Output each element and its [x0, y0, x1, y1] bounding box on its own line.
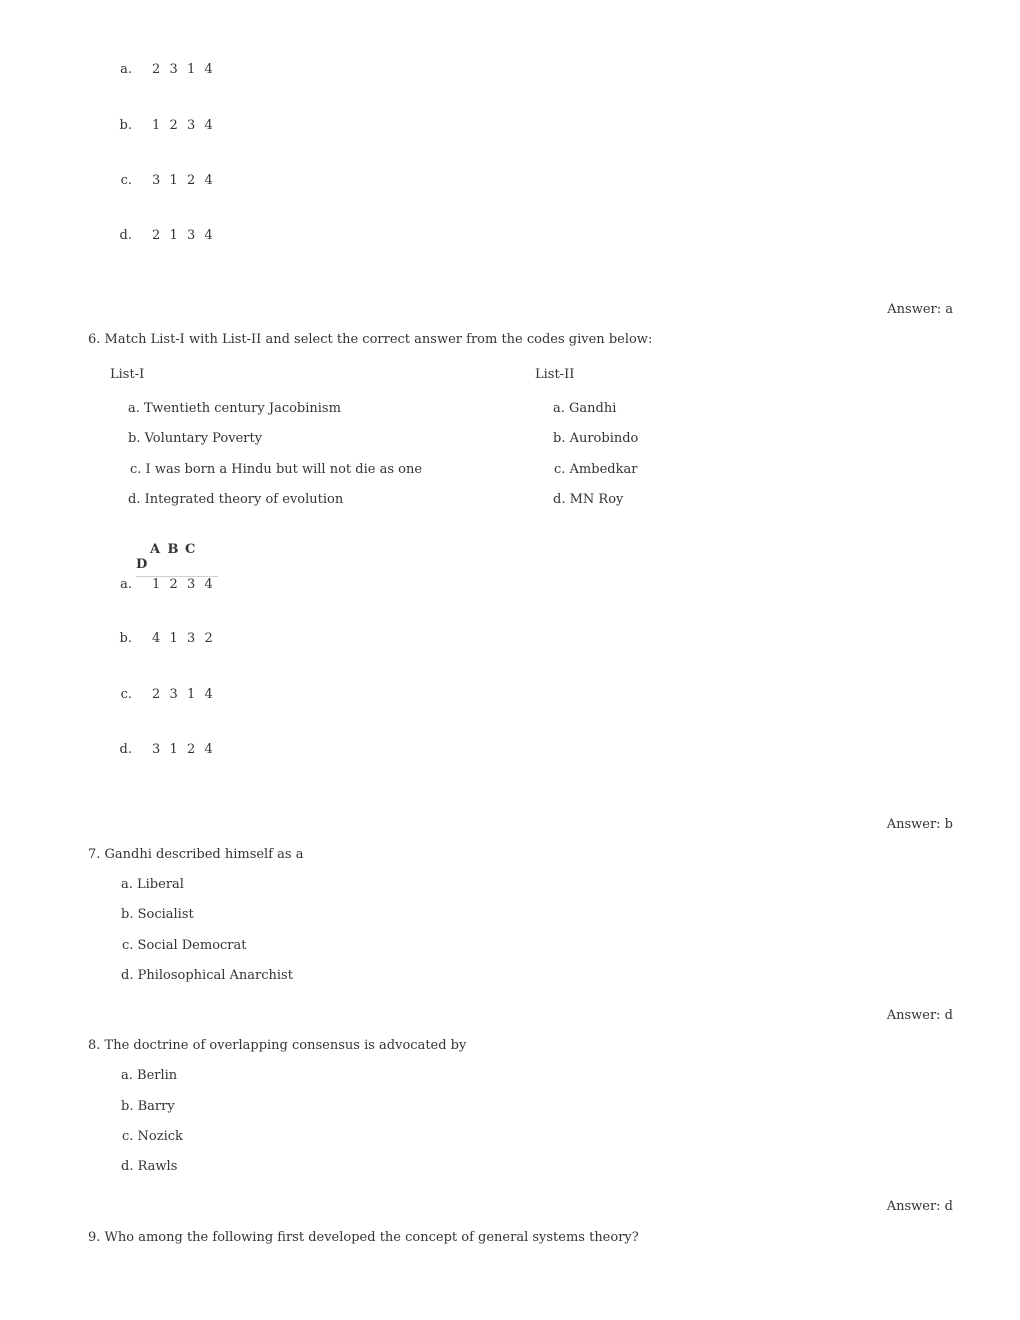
- list1-header: List-I: [110, 367, 145, 382]
- q8-question: 8. The doctrine of overlapping consensus is advocated by: [88, 1038, 467, 1053]
- q7-option: a. Liberal: [121, 877, 184, 892]
- code-header-row: [136, 542, 218, 577]
- q7-answer: Answer: d: [886, 1008, 953, 1023]
- option-codes: 3 1 2 4: [152, 173, 213, 188]
- option-label: d.: [119, 228, 132, 243]
- option-codes: 4 1 3 2: [152, 631, 213, 646]
- list1-item: c. I was born a Hindu but will not die as one: [130, 462, 423, 477]
- list2-item: d. MN Roy: [553, 492, 624, 507]
- q5-answer: Answer: a: [887, 302, 953, 317]
- q7-question: 7. Gandhi described himself as a: [88, 847, 304, 862]
- list1-item: a. Twentieth century Jacobinism: [128, 401, 341, 416]
- option-codes: 2 3 1 4: [152, 62, 213, 77]
- q8-option: b. Barry: [121, 1099, 175, 1114]
- q6-answer: Answer: b: [886, 817, 953, 832]
- list2-item: c. Ambedkar: [554, 462, 638, 477]
- list2-item: a. Gandhi: [553, 401, 617, 416]
- option-codes: 1 2 3 4: [152, 577, 213, 592]
- q8-option: a. Berlin: [121, 1068, 178, 1083]
- list1-item: d. Integrated theory of evolution: [128, 492, 344, 507]
- q6-question: 6. Match List-I with List-II and select the correct answer from the codes given below:: [88, 332, 653, 347]
- code-header: C: [185, 542, 196, 557]
- option-label: c.: [120, 687, 132, 702]
- option-label: a.: [120, 62, 132, 77]
- q7-option: c. Social Democrat: [122, 938, 247, 953]
- q8-answer: Answer: d: [886, 1199, 953, 1214]
- list1-item: b. Voluntary Poverty: [128, 431, 263, 446]
- option-codes: 3 1 2 4: [152, 742, 213, 757]
- option-codes: 1 2 3 4: [152, 118, 213, 133]
- code-header: B: [167, 542, 179, 557]
- option-codes: 2 1 3 4: [152, 228, 213, 243]
- q7-option: b. Socialist: [121, 907, 194, 922]
- q8-option: c. Nozick: [122, 1129, 183, 1144]
- code-header: A: [150, 542, 161, 557]
- q9-question: 9. Who among the following first developed the concept of general systems theory?: [88, 1230, 639, 1245]
- option-label: c.: [120, 173, 132, 188]
- option-codes: 2 3 1 4: [152, 687, 213, 702]
- option-label: a.: [120, 577, 132, 592]
- q8-option: d. Rawls: [121, 1159, 178, 1174]
- option-label: d.: [119, 742, 132, 757]
- option-label: b.: [119, 118, 132, 133]
- list2-header: List-II: [535, 367, 575, 382]
- option-label: b.: [119, 631, 132, 646]
- q7-option: d. Philosophical Anarchist: [121, 968, 293, 983]
- code-header: D: [136, 557, 148, 572]
- list2-item: b. Aurobindo: [553, 431, 639, 446]
